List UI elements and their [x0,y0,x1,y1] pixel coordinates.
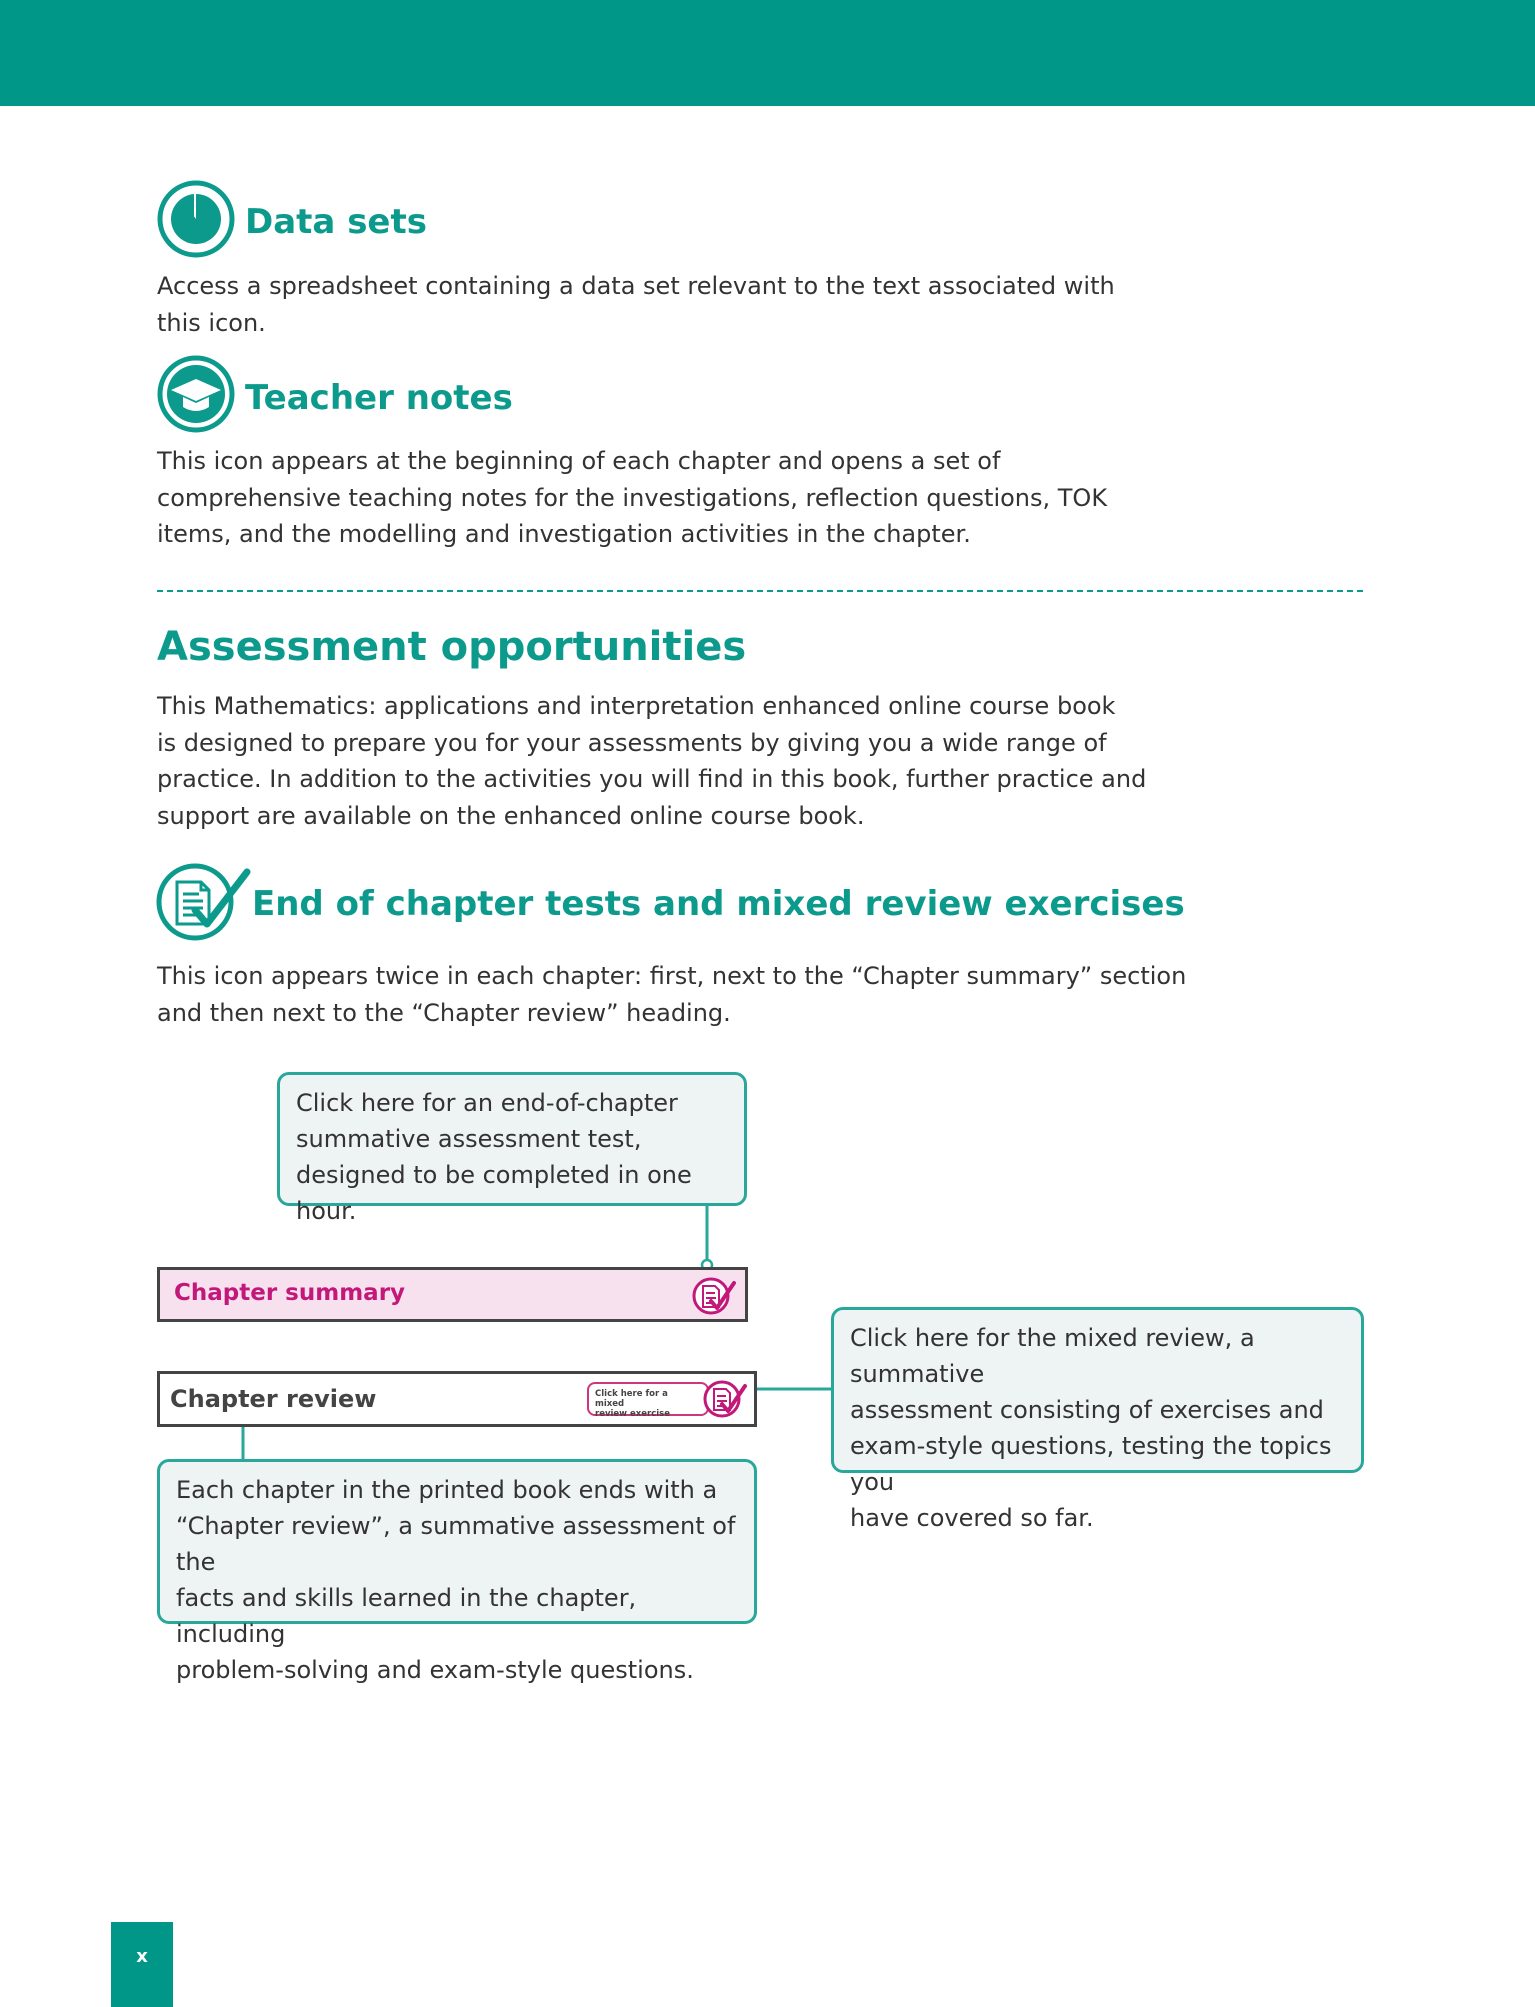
chapter-review-bar [157,1371,757,1427]
text-line: Access a spreadsheet containing a data set relevant to the text associated with [157,272,1115,300]
chapter-review-label: Chapter review [170,1385,377,1413]
text-line: items, and the modelling and investigation activities in the chapter. [157,520,971,548]
callout-line: facts and skills learned in the chapter, including [176,1584,637,1648]
text-line: This icon appears at the beginning of each chapter and opens a set of [157,447,1001,475]
chapter-summary-bar [157,1267,748,1322]
callout-printed-book [157,1459,757,1684]
text-line: comprehensive teaching notes for the investigations, reflection questions, TOK [157,483,1108,512]
page-number-tab [111,1922,173,2007]
document-check-icon[interactable] [702,1378,748,1420]
mixed-review-button-text [595,1389,695,1419]
callout-line: exam-style questions, testing the topics you [850,1432,1332,1496]
teacher-notes-heading: Teacher notes [245,378,513,418]
text-line: this icon. [157,308,266,337]
text-line: support are available on the enhanced online course book. [157,801,865,830]
callout-line: Click here for an end-of-chapter [296,1089,678,1117]
mini-text-line: Click here for a mixed [595,1389,668,1409]
callout-test [277,1072,747,1225]
callout-mixed-review [831,1307,1364,1532]
mixed-review-button[interactable] [587,1382,709,1419]
callout-line: problem-solving and exam-style questions. [176,1656,694,1684]
callout-line: assessment consisting of exercises and [850,1396,1324,1424]
assessment-heading: Assessment opportunities [157,624,747,670]
text-line: is designed to prepare you for your assessments by giving you a wide range of [157,728,1107,757]
mini-text-line: review exercise [595,1409,670,1419]
callout-line: Each chapter in the printed book ends with a [176,1476,718,1504]
text-line: practice. In addition to the activities you will find in this book, further practice and [157,765,1147,793]
callout-line: Click here for the mixed review, a summative [850,1324,1255,1388]
callout-line: “Chapter review”, a summative assessment of the [176,1512,736,1576]
end-of-chapter-heading: End of chapter tests and mixed review exercises [252,884,1185,924]
text-line: This icon appears twice in each chapter: first, next to the “Chapter summary” section [157,962,1187,990]
text-line: and then next to the “Chapter review” heading. [157,998,731,1027]
text-line: This Mathematics: applications and interpretation enhanced online course book [157,692,1116,720]
page-number: x [136,1946,148,1967]
data-sets-heading: Data sets [245,202,427,242]
document-check-icon[interactable] [691,1275,737,1317]
callout-line: summative assessment test, [296,1125,642,1153]
callout-line: have covered so far. [850,1504,1094,1532]
callout-line: designed to be completed in one hour. [296,1161,692,1225]
chapter-summary-label: Chapter summary [174,1280,406,1306]
